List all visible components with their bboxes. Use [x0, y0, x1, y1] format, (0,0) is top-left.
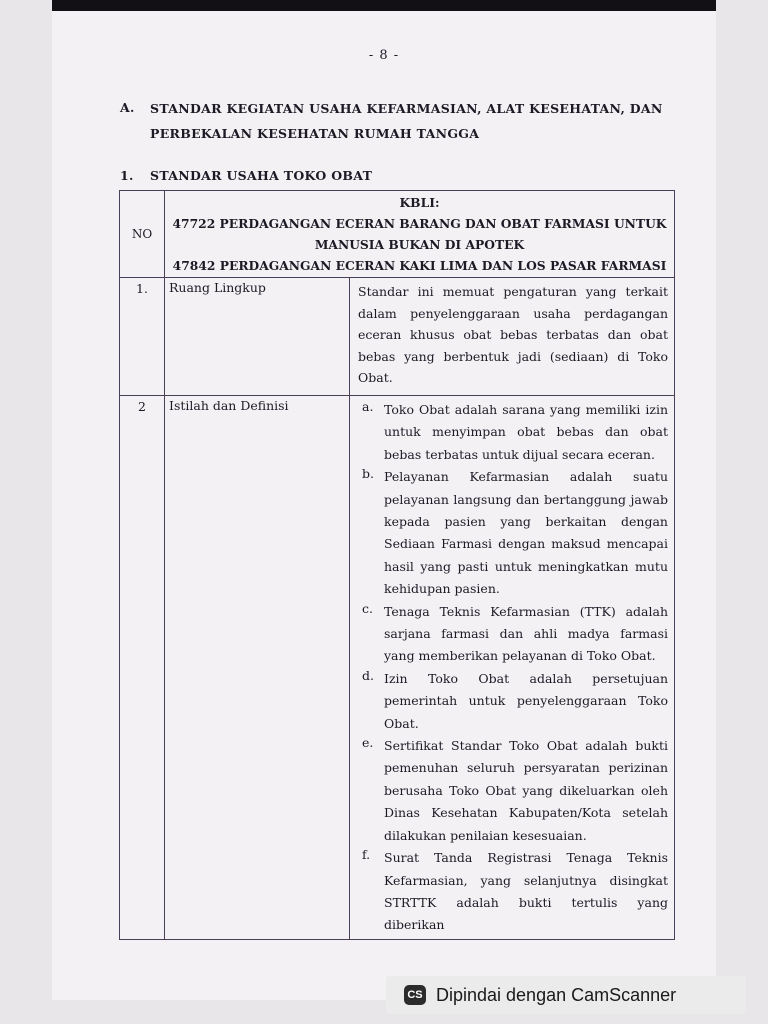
- definition-letter: a.: [362, 398, 374, 414]
- page-number: - 8 -: [368, 48, 400, 63]
- row-name: Ruang Lingkup: [165, 278, 350, 396]
- definition-item: [358, 847, 668, 937]
- definition-list: [358, 399, 668, 937]
- row-name: Istilah dan Definisi: [165, 395, 350, 939]
- definition-text: Pelayanan Kefarmasian adalah suatu pelayanan langsung dan bertanggung jawab kepada pasien yang berkaitan dengan Sediaan Farmasi dengan maksud mencapai hasil yang pasti untuk meningkatkan mutu kehidupan pasien.: [384, 469, 668, 597]
- definition-item: [358, 399, 668, 466]
- table-header-row: [120, 191, 675, 278]
- definition-item: [358, 735, 668, 847]
- section-1-label: 1.: [120, 168, 134, 183]
- definition-item: [358, 601, 668, 668]
- definition-list-cell: [350, 395, 675, 939]
- header-no: NO: [120, 191, 165, 278]
- section-a-title: STANDAR KEGIATAN USAHA KEFARMASIAN, ALAT KESEHATAN, DAN PERBEKALAN KESEHATAN RUMAH TANGGA: [150, 101, 663, 141]
- table-row: [120, 278, 675, 396]
- definition-letter: f.: [362, 847, 371, 863]
- definition-item: [358, 668, 668, 735]
- standard-table: [119, 190, 675, 940]
- camscanner-icon: CS: [404, 985, 426, 1005]
- definition-text: Tenaga Teknis Kefarmasian (TTK) adalah sarjana farmasi dan ahli madya farmasi yang memberikan pelayanan di Toko Obat.: [384, 603, 668, 664]
- row-number: 1.: [120, 278, 165, 396]
- kbli-line: 47722 PERDAGANGAN ECERAN BARANG DAN OBAT FARMASI UNTUK: [172, 216, 667, 231]
- kbli-line: KBLI:: [399, 195, 440, 210]
- header-kbli: [165, 191, 675, 278]
- definition-text: Toko Obat adalah sarana yang memiliki izin untuk menyimpan obat bebas dan obat bebas terbatas untuk dijual secara eceran.: [384, 401, 668, 462]
- section-a-label: A.: [120, 100, 135, 115]
- definition-text: Izin Toko Obat adalah persetujuan pemerintah untuk penyelenggaraan Toko Obat.: [384, 670, 668, 731]
- definition-letter: e.: [362, 735, 374, 751]
- kbli-line: 47842 PERDAGANGAN ECERAN KAKI LIMA DAN LOS PASAR FARMASI: [172, 258, 667, 273]
- definition-item: [358, 466, 668, 600]
- row-text: Standar ini memuat pengaturan yang terkait dalam penyelenggaraan usaha perdagangan eceran khusus obat bebas terbatas dan obat bebas yang berbentuk jadi (sediaan) di Toko Obat.: [350, 278, 675, 396]
- camscanner-badge: [386, 976, 746, 1014]
- definition-text: Sertifikat Standar Toko Obat adalah bukti pemenuhan seluruh persyaratan perizinan berusaha Toko Obat yang dikeluarkan oleh Dinas Kesehatan Kabupaten/Kota setelah dilakukan penilaian kesesuaian.: [384, 738, 668, 843]
- definition-letter: c.: [362, 600, 373, 616]
- section-1-title: STANDAR USAHA TOKO OBAT: [150, 168, 373, 183]
- definition-letter: b.: [362, 466, 374, 482]
- row-number: 2: [120, 395, 165, 939]
- table-row: [120, 395, 675, 939]
- section-a-heading: [120, 96, 680, 148]
- page-top-edge: [52, 0, 716, 11]
- section-1-heading: [120, 168, 680, 188]
- camscanner-text: Dipindai dengan CamScanner: [436, 984, 677, 1005]
- kbli-line: MANUSIA BUKAN DI APOTEK: [314, 237, 525, 252]
- definition-letter: d.: [362, 667, 374, 683]
- definition-text: Surat Tanda Registrasi Tenaga Teknis Kefarmasian, yang selanjutnya disingkat STRTTK adalah bukti tertulis yang diberikan: [384, 850, 668, 933]
